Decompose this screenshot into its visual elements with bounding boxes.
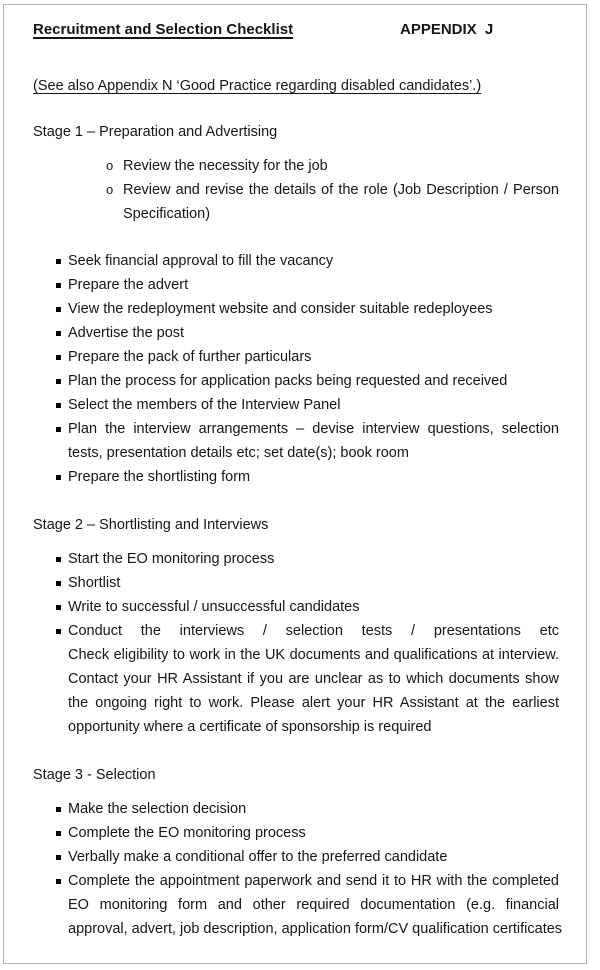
bullet-square-icon bbox=[56, 807, 61, 812]
item-line: Seek financial approval to fill the vacancy bbox=[68, 253, 334, 269]
list-item bbox=[33, 393, 559, 417]
list-item bbox=[33, 154, 559, 178]
bullet-square-icon bbox=[56, 283, 61, 288]
bullet-square-icon bbox=[56, 831, 61, 836]
item-line: Review and revise the details of the role (Job Description / Person bbox=[123, 182, 559, 198]
item-line: Complete the appointment paperwork and send it to HR with the completed bbox=[68, 873, 559, 889]
item-line: Review the necessity for the job bbox=[123, 158, 328, 174]
item-line: Make the selection decision bbox=[68, 801, 247, 817]
bullet-list bbox=[33, 797, 563, 941]
list-item bbox=[33, 571, 559, 595]
list-item bbox=[33, 821, 559, 845]
item-line: Prepare the shortlisting form bbox=[68, 469, 251, 485]
item-line: Write to successful / unsuccessful candidates bbox=[68, 599, 360, 615]
item-line: Check eligibility to work in the UK documents and qualifications at interview. bbox=[68, 647, 559, 663]
section-heading: Stage 1 – Preparation and Advertising bbox=[33, 124, 278, 140]
page-title: Recruitment and Selection Checklist bbox=[33, 21, 294, 38]
item-line: Start the EO monitoring process bbox=[68, 551, 275, 567]
list-item bbox=[33, 465, 559, 489]
list-item bbox=[33, 297, 559, 321]
item-line: Advertise the post bbox=[68, 325, 185, 341]
list-item bbox=[33, 321, 559, 345]
bullet-square-icon bbox=[56, 879, 61, 884]
appendix-label: APPENDIX J bbox=[400, 21, 494, 38]
section-heading: Stage 3 - Selection bbox=[33, 767, 156, 783]
bullet-square-icon bbox=[56, 475, 61, 480]
item-line: Verbally make a conditional offer to the preferred candidate bbox=[68, 849, 448, 865]
bullet-list bbox=[33, 249, 559, 489]
bullet-square-icon bbox=[56, 379, 61, 384]
list-item bbox=[33, 595, 559, 619]
item-line: Prepare the pack of further particulars bbox=[68, 349, 312, 365]
item-line: Plan the interview arrangements – devise interview questions, selection bbox=[68, 421, 559, 437]
list-item bbox=[33, 869, 563, 941]
bullet-square-icon bbox=[56, 331, 61, 336]
stage-section-2 bbox=[33, 513, 559, 739]
bullet-circle-icon: o bbox=[106, 158, 114, 173]
bullet-square-icon bbox=[56, 557, 61, 562]
bullet-square-icon bbox=[56, 427, 61, 432]
list-item bbox=[33, 273, 559, 297]
item-line: Complete the EO monitoring process bbox=[68, 825, 306, 841]
bullet-square-icon bbox=[56, 605, 61, 610]
list-item bbox=[33, 547, 559, 571]
item-line: Prepare the advert bbox=[68, 277, 189, 293]
item-line: approval, advert, job description, application form/CV qualification certificates bbox=[68, 921, 563, 937]
bullet-square-icon bbox=[56, 307, 61, 312]
bullet-square-icon bbox=[56, 355, 61, 360]
item-line: Conduct the interviews / selection tests / presentations etc bbox=[68, 623, 559, 639]
item-line: EO monitoring form and other required documentation (e.g. financial bbox=[68, 897, 559, 913]
bullet-square-icon bbox=[56, 629, 61, 634]
item-line: Plan the process for application packs being requested and received bbox=[68, 373, 508, 389]
list-item bbox=[33, 249, 559, 273]
section-heading: Stage 2 – Shortlisting and Interviews bbox=[33, 517, 269, 533]
list-item bbox=[33, 845, 559, 869]
bullet-list bbox=[33, 547, 559, 739]
subtitle-note: (See also Appendix N ‘Good Practice regarding disabled candidates’.) bbox=[33, 78, 482, 94]
list-item bbox=[33, 417, 559, 465]
list-item bbox=[33, 369, 559, 393]
item-line: Contact your HR Assistant if you are unclear as to which documents show bbox=[68, 671, 559, 687]
document-content bbox=[4, 5, 586, 941]
item-line: Shortlist bbox=[68, 575, 121, 591]
checklist-sections bbox=[33, 120, 563, 941]
list-item bbox=[33, 178, 559, 226]
bullet-square-icon bbox=[56, 259, 61, 264]
stage-section-1 bbox=[33, 120, 559, 489]
bullet-square-icon bbox=[56, 403, 61, 408]
document-page bbox=[3, 4, 587, 964]
list-item bbox=[33, 797, 559, 821]
document-header bbox=[33, 18, 559, 42]
item-line: Specification) bbox=[123, 206, 211, 222]
item-line: Select the members of the Interview Panel bbox=[68, 397, 341, 413]
bullet-square-icon bbox=[56, 855, 61, 860]
item-line: opportunity where a certificate of sponsorship is required bbox=[68, 719, 432, 735]
bullet-list bbox=[33, 154, 559, 226]
item-line: the ongoing right to work. Please alert your HR Assistant at the earliest bbox=[68, 695, 559, 711]
item-line: tests, presentation details etc; set date(s); book room bbox=[68, 445, 409, 461]
list-item bbox=[33, 619, 559, 739]
list-item bbox=[33, 345, 559, 369]
bullet-circle-icon: o bbox=[106, 182, 114, 197]
bullet-square-icon bbox=[56, 581, 61, 586]
item-line: View the redeployment website and consider suitable redeployees bbox=[68, 301, 493, 317]
stage-section-3 bbox=[33, 763, 563, 941]
